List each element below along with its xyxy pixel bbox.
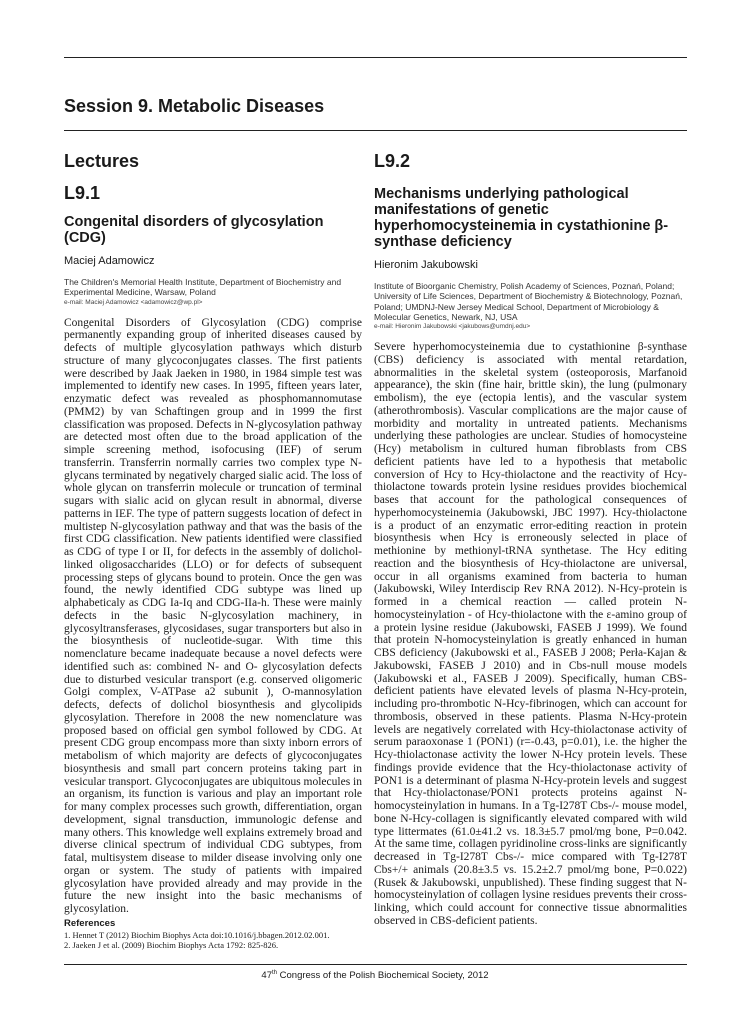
footer-rule — [64, 964, 687, 965]
abstract-code: L9.2 — [374, 151, 411, 171]
email: e-mail: Hieronim Jakubowski <jakubows@umdnj.edu> — [374, 323, 531, 331]
references-heading: References — [64, 917, 116, 929]
affiliation: Institute of Bioorganic Chemistry, Polish Academy of Sciences, Poznań, Poland; University of Life Sciences, Department of Biochemistry & Biotechnology, Poznań, Poland; UMDNJ-New Jersey Medical School, Department of Microbiology & Molecular Genetics, Newark, NJ, USA — [374, 281, 683, 322]
author: Hieronim Jakubowski — [374, 259, 478, 271]
reference-item: 2. Jaeken J et al. (2009) Biochim Biophys Acta 1792: 825-826. — [64, 940, 279, 951]
abstract-title: Mechanisms underlying pathological manifestations of genetic hyperhomocysteinemia in cystathionine β-synthase deficiency — [374, 186, 669, 250]
reference-item: 1. Hennet T (2012) Biochim Biophys Acta doi:10.1016/j.bbagen.2012.02.001. — [64, 929, 330, 940]
section-heading: Lectures — [64, 151, 140, 171]
session-title: Session 9. Metabolic Diseases — [64, 96, 325, 116]
footer — [0, 970, 750, 981]
left-column — [64, 150, 362, 951]
footer-text: Congress of the Polish Biochemical Society, 2012 — [277, 970, 489, 982]
right-column — [374, 150, 687, 928]
footer-edition: 47 — [261, 970, 272, 982]
abstract-code: L9.1 — [64, 183, 101, 203]
abstract-title: Congenital disorders of glycosylation (CDG) — [64, 214, 324, 246]
abstract-body: Congenital Disorders of Glycosylation (CDG) comprise permanently expanding group of inherited diseases caused by defects of multiple glycosylation pathways which disturb structure of many glycoconjugates classes. The first patients were described by Jaak Jaeken in 1980, in 1984 simple test was implemented to identify new cases. In 1995, fifteen years later, enzymatic defect was revealed as phosphomannomutase (PMM2) by van Schaftingen group and in 1999 the first classification was proposed. Defects in N-glycosylation pathway are detected most often due to the broad application of the simple screening method, isofocusing (IEF) of serum transferrin. Transferrin normally carries two complex type N-glycans terminated by negatively charged sialic acid. The loss of whole glycan on transferrin molecule or truncation of terminal sugars with sialic acid on glycan result in abnormal, diverse patterns in IEF. The type of pattern suggests location of defect in multistep N-glycosylation pathway and that was the basis of the first CDG classification. New patients identified were classified as CDG of type I or II, for defects in the assembly of dolichol-linked oligosaccharides (LLO) or for defects of subsequent processing steps of glycans bound to protein. Once the gen was found, the newly identified CDG subtype was lined up alphabeticaly as CDG Ia-Iq and CDG-IIa-h. These were mainly defects in the basic N-glycosylation machinery, in glycosyltransferases, glycosidases, sugar transporters but also in the biosynthesis of nucleotide-sugar. With time this nomenclature became inadequate because a novel defects were identified such as: combined N- and O- glycosylation defects due to disturbed vesicular transport (e.g. conserved oligomeric Golgi complex, V-ATPase a2 subunit ), O-mannosylation defects, defects of dolichol biosynthesis and glycolipids glycosylation. Therefore in 2008 the new nomenclature was proposed based on official gen symbol followed by CDG. At present CDG group encompass more than sixty inborn errors of metabolism of which majority are defects of glycoconjugates biosynthesis and small part concern proteins taking part in vesicular transport. Glycoconjugates are ubiquitous molecules in an organism, its function is various and play an important role for many complex processes such growth, differentiation, organ development, signal transduction, immunologic defense and many others. This knowledge well explains extremely broad and diverse clinical spectrum of individual CDG subtypes, from fatal, multisystem disease to milder disease involving only one organ or system. The study of patients with impaired glycosylation have provided already and may provide in the future the new insight into the basic mechanisms of glycosylation. — [64, 316, 362, 916]
footer-sup: th — [271, 970, 277, 976]
abstract-body: Severe hyperhomocysteinemia due to cystathionine β-synthase (CBS) deficiency is associated with mental retardation, abnormalities in the skeletal system (osteoporosis, Marfanoid appearance), the skin (fine hair, brittle skin), the lung (pulmonary embolism), the eye (ectopia lentis), and the vascular system (atherothrombosis). Vascular complications are the major cause of morbidity and mortality in untreated patients. Mechanisms underlying these pathologies are unclear. Studies of homocysteine (Hcy) metabolism in cultured human fibroblasts from CBS deficient patients have led to a hypothesis that metabolic conversion of Hcy to Hcy-thiolactone and the reactivity of Hcy-thiolactone towards protein lysine residues provides biochemical bases that account for the pathological consequences of hyperhomocysteinemia (Jakubowski, JBC 1997). Hcy-thiolactone is a product of an enzymatic error-editing reaction in protein biosynthesis when Hcy is erroneously selected in place of methionine by methionyl-tRNA synthetase. The Hcy editing reaction and the biosynthesis of Hcy-thiolactone are universal, occur in all organisms examined from bacteria to human (Jakubowski, Wiley Interdiscip Rev RNA 2012). N-Hcy-protein is formed in a chemical reaction — called protein N-homocysteinylation - of Hcy-thiolactone with the ε-amino group of a protein lysine residue (Jakubowski, FASEB J 1999). We found that protein N-homocysteinylation is greatly enhanced in human CBS deficiency (Jakubowski et al., FASEB J 2008; Perła-Kajan & Jakubowski, FASEB J 2010) and in Cbs-null mouse models (Jakubowski et al., FASEB J 2009). Specifically, human CBS-deficient patients have elevated levels of plasma N-Hcy-protein, including pro-thrombotic N-Hcy-fibrinogen, which can account for thrombosis, observed in these patients. Plasma N-Hcy-protein levels are negatively correlated with Hcy-thiolactonase activity of serum paraoxonase 1 (PON1) (r=-0.43, p=0.01), i.e. the higher the Hcy-thiolactonase activity the lower N-Hcy protein levels. These findings provide evidence that the Hcy-thiolactonase activity of PON1 is a determinant of plasma N-Hcy-protein levels and suggest that Hcy-thiolactonase/PON1 protects proteins against N-homocysteinylation in humans. In a Tg-I278T Cbs-/- mouse model, bone N-Hcy-collagen is significantly elevated compared with wild type littermates (61.0±41.2 vs. 18.3±5.7 pmol/mg bone, P=0.042. At the same time, collagen pyridinoline cross-links are significantly decreased in Tg-I278T Cbs-/- mice compared with Tg-I278T Cbs+/+ animals (20.8±3.5 vs. 15.2±2.7 pmol/mg bone, P=0.022) (Rusek & Jakubowski, unpublished). These finding suggest that N-homocysteinylation of collagen lysine residues prevents their cross-linking, which could account for connective tissue abnormalities observed in CBS-deficient patients. — [374, 341, 687, 927]
affiliation: The Children's Memorial Health Institute, Department of Biochemistry and Experimental Medicine, Warsaw, Poland — [64, 277, 342, 298]
top-rule — [64, 57, 687, 58]
email: e-mail: Maciej Adamowicz <adamowicz@wp.pl> — [64, 298, 203, 306]
session-rule — [64, 130, 687, 131]
author: Maciej Adamowicz — [64, 255, 155, 267]
